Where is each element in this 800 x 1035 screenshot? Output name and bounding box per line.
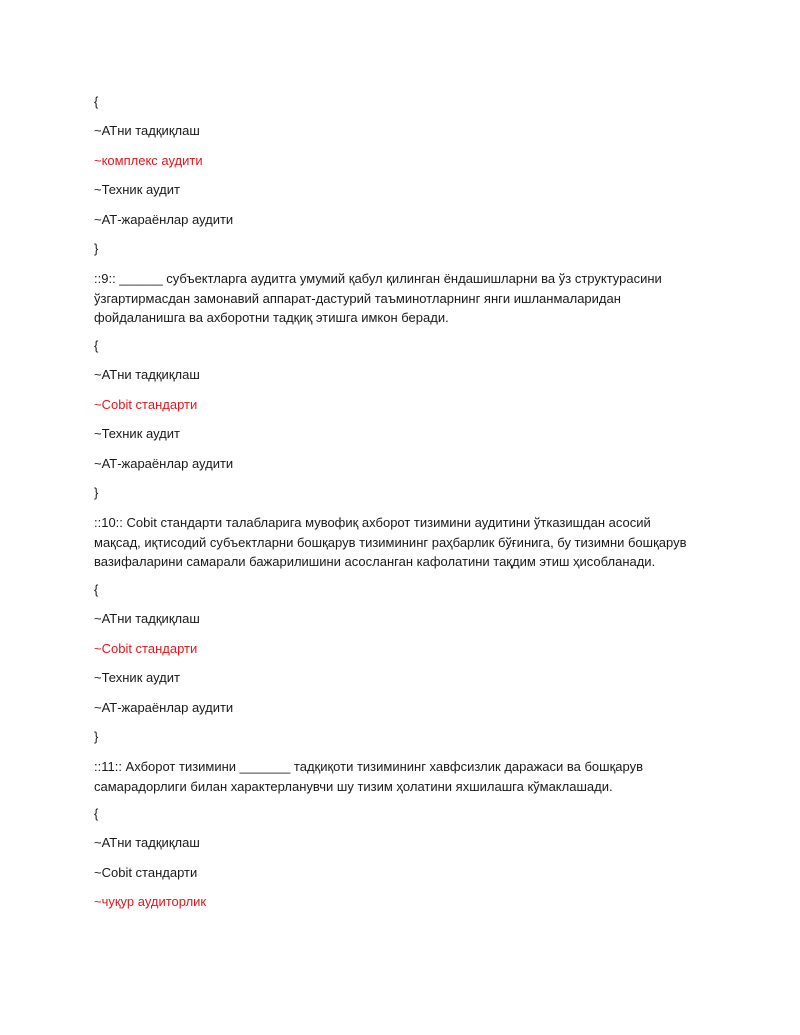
brace-close: } (94, 241, 99, 256)
answer-option: ~АТ-жараёнлар аудити (94, 212, 234, 227)
brace-open: { (94, 338, 99, 353)
answer-option: ~АТни тадқиқлаш (94, 835, 200, 850)
brace-close: } (94, 485, 99, 500)
correct-answer-option: ~комплекс аудити (94, 153, 203, 168)
answer-option: ~АТни тадқиқлаш (94, 367, 200, 382)
answer-option: ~Техник аудит (94, 182, 180, 197)
question-11: ::11:: Ахборот тизимини _______ тадқиқоти тизимининг хавфсизлик даражаси ва бошқарув самарадорлиги билан характерланувчи шу тизим ҳолатини яхшилашга кўмаклашади. (94, 759, 644, 794)
brace-open: { (94, 806, 99, 821)
brace-close: } (94, 729, 99, 744)
correct-answer-option: ~чуқур аудиторлик (94, 894, 207, 909)
answer-option: ~АТни тадқиқлаш (94, 123, 200, 138)
answer-option: ~Cobit стандарти (94, 865, 198, 880)
answer-option: ~Техник аудит (94, 426, 180, 441)
brace-open: { (94, 582, 99, 597)
answer-option: ~АТни тадқиқлаш (94, 611, 200, 626)
question-9: ::9:: ______ субъектларга аудитга умумий қабул қилинган ёндашишларни ва ўз структурасини ўзгартирмасдан замонавий аппарат-дастурий таъминотларнинг янги ишланмаларидан фойдаланишга ва ахборотни тадқиқ этишга имкон беради. (94, 271, 662, 325)
correct-answer-option: ~Cobit стандарти (94, 397, 198, 412)
answer-option: ~Техник аудит (94, 670, 180, 685)
answer-option: ~АТ-жараёнлар аудити (94, 700, 234, 715)
correct-answer-option: ~Cobit стандарти (94, 641, 198, 656)
brace-open: { (94, 94, 99, 109)
question-10: ::10:: Cobit стандарти талабларига мувофиқ ахборот тизимини аудитини ўтказишдан асосий мақсад, иқтисодий субъектларни бошқарув тизимининг раҳбарлик бўғинига, бу тизимни бошқарув вазифаларини самарали бажарилишини асосланган кафолатини тақдим этиш ҳисобланади. (94, 515, 687, 569)
answer-option: ~АТ-жараёнлар аудити (94, 456, 234, 471)
